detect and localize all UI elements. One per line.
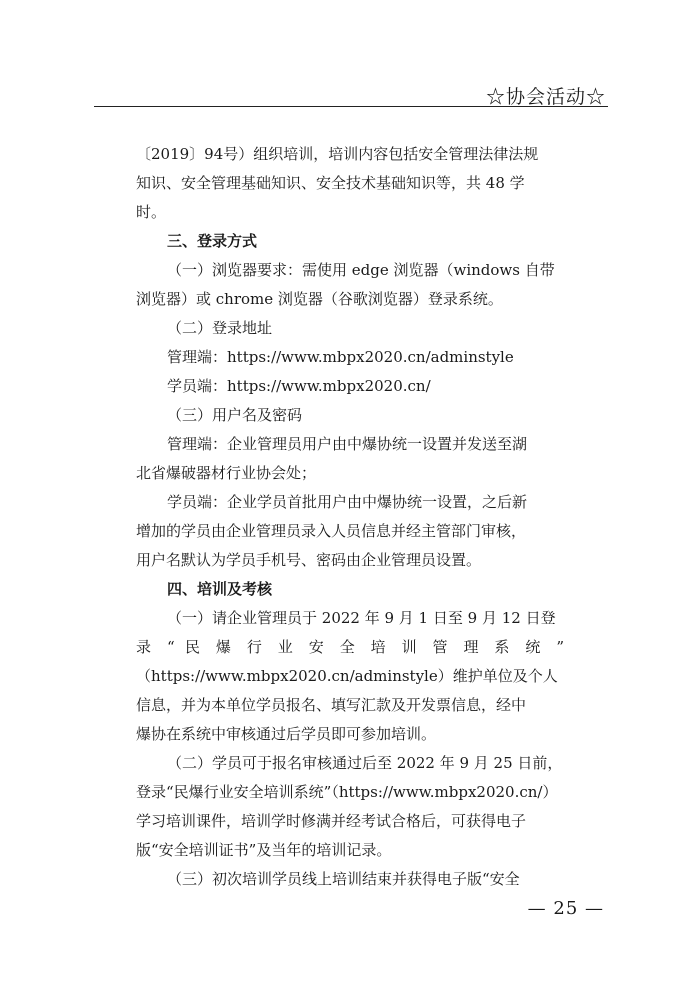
paragraph-line: 录 “ 民 爆 行 业 安 全 培 训 管 理 系 统 ” [136,638,564,656]
subheading-login-address: （二）登录地址 [167,319,273,337]
subheading-credentials: （三）用户名及密码 [167,406,303,424]
header-title: ☆协会活动☆ [485,86,606,108]
paragraph-line: 学习培训课件，培训学时修满并经考试合格后，可获得电子 [136,812,527,830]
paragraph-line: （一）浏览器要求：需使用 edge 浏览器（windows 自带 [167,261,555,279]
paragraph-line: 浏览器）或 chrome 浏览器（谷歌浏览器）登录系统。 [136,290,503,308]
paragraph-line: （https://www.mbpx2020.cn/adminstyle）维护单位及个人 [136,667,558,685]
paragraph-line: （二）学员可于报名审核通过后至 2022 年 9 月 25 日前， [167,754,563,772]
paragraph-line: 学员端：企业学员首批用户由中爆协统一设置，之后新 [167,493,528,511]
section-heading-training: 四、培训及考核 [167,580,273,598]
page-number: — 25 — [527,898,604,919]
paragraph-line: 知识、安全管理基础知识、安全技术基础知识等，共 48 学 [136,174,525,192]
section-heading-login: 三、登录方式 [167,232,258,250]
document-body [136,140,564,894]
paragraph-line: 增加的学员由企业管理员录入人员信息并经主管部门审核， [136,522,527,540]
admin-url-line: 管理端：https://www.mbpx2020.cn/adminstyle [167,348,514,366]
paragraph-line: （一）请企业管理员于 2022 年 9 月 1 日至 9 月 12 日登 [167,609,556,627]
paragraph-line: 北省爆破器材行业协会处； [136,464,317,482]
paragraph-line: （三）初次培训学员线上培训结束并获得电子版“安全 [167,870,520,888]
paragraph-line: 用户名默认为学员手机号、密码由企业管理员设置。 [136,551,482,569]
paragraph-line: 〔2019〕94号）组织培训，培训内容包括安全管理法律法规 [136,145,539,163]
student-url-line: 学员端：https://www.mbpx2020.cn/ [167,377,431,395]
paragraph-line: 信息，并为本单位学员报名、填写汇款及开发票信息，经中 [136,696,527,714]
paragraph-line: 登录“民爆行业安全培训系统”（https://www.mbpx2020.cn/） [136,783,558,801]
paragraph-line: 版“安全培训证书”及当年的培训记录。 [136,841,392,859]
paragraph-line: 管理端：企业管理员用户由中爆协统一设置并发送至湖 [167,435,528,453]
paragraph-line: 时。 [136,203,167,221]
header-divider [94,106,608,107]
paragraph-line: 爆协在系统中审核通过后学员即可参加培训。 [136,725,437,743]
